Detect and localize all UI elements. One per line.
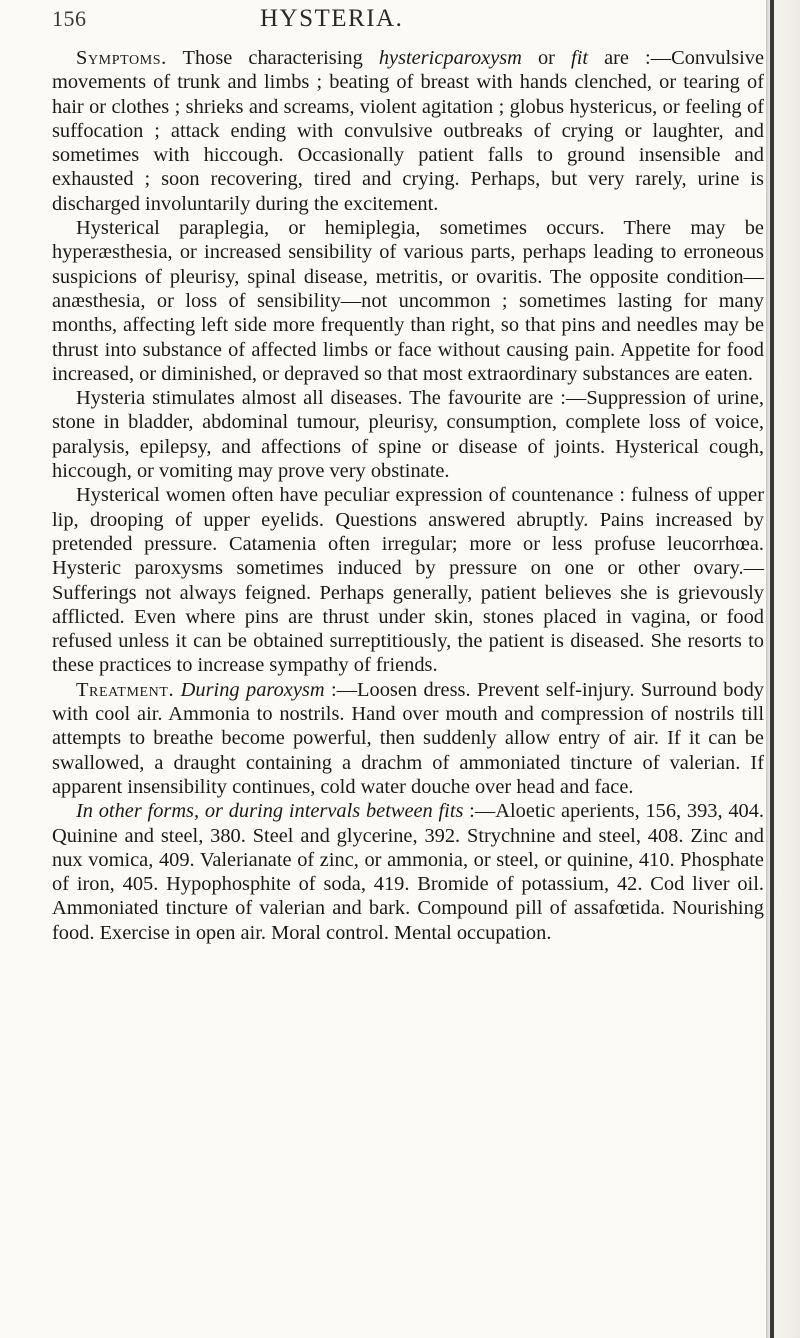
italic-term: In other forms, or during intervals between fits	[76, 800, 464, 823]
page-edge-rule	[770, 0, 774, 1338]
paragraph-paraplegia: Hysterical paraplegia, or hemiplegia, sometimes occurs. There may be hyperæsthesia, or increased sensibility of various parts, perhaps leading to erroneous suspicions of pleurisy, spinal disease, metritis, or ovaritis. The opposite condition—anæsthesia, or loss of sensibility—not uncommon ; sometimes lasting for many months, affecting left side more frequently than right, so that pins and needles may be thrust into substance of affected limbs or face without causing pain. Appetite for food increased, or diminished, or depraved so that most extraordinary substances are eaten.	[52, 217, 764, 385]
body-text	[52, 46, 764, 945]
paragraph-other-forms	[52, 799, 764, 945]
running-head-title: HYSTERIA.	[260, 5, 404, 32]
italic-term: During paroxysm	[180, 678, 325, 701]
italic-term: fit	[571, 47, 589, 69]
italic-term: hystericparoxysm	[378, 47, 522, 69]
paragraph-symptoms	[52, 46, 764, 216]
treatment-heading: Treatment.	[76, 678, 175, 701]
paragraph-treatment	[52, 678, 764, 799]
paragraph-text: or	[521, 47, 572, 69]
paragraph-expression: Hysterical women often have peculiar expression of countenance : fulness of upper lip, drooping of upper eyelids. Questions answered abruptly. Pains increased by pretended pressure. Catamenia often irregular; more or less profuse leucorrhœa. Hysteric paroxysms sometimes induced by pressure on one or other ovary.—Sufferings not always feigned. Perhaps generally, patient believes she is grievously afflicted. Even where pins are thrust under skin, stones placed in vagina, or food refused unless it can be obtained surreptitiously, the patient is diseased. She resorts to these practices to increase sympathy of friends.	[52, 484, 764, 677]
symptoms-heading: Symptoms.	[76, 47, 167, 69]
paragraph-text: are :—Convulsive movements of trunk and limbs ; beating of breast with hands clenched, or tearing of hair or clothes ; shrieks and screams, violent agitation ; globus hystericus, or feeling of suffocation ; attack ending with convulsive outbreaks of crying or laughter, and sometimes with hiccough. Occasionally patient falls to ground insensible and exhausted ; soon recovering, tired and crying. Perhaps, but very rarely, urine is discharged involuntarily during the excitement.	[52, 47, 764, 215]
page-number: 156	[52, 6, 87, 31]
paragraph-text: Those characterising	[166, 47, 379, 69]
paragraph-text: :—Loosen dress. Prevent self-injury. Surround body with cool air. Ammonia to nostrils. Hand over mouth and compression of nostrils till attempts to breathe become powerful, then suddenly allow entry of air. If it can be swallowed, a draught containing a drachm of ammoniated tincture of valerian. If apparent insensibility continues, cold water douche over head and face.	[52, 678, 764, 798]
paragraph-stimulates: Hysteria stimulates almost all diseases. The favourite are :—Suppression of urine, stone in bladder, abdominal tumour, pleurisy, consumption, complete loss of voice, paralysis, epilepsy, and affections of spine or disease of joints. Hysterical cough, hiccough, or vomiting may prove very obstinate.	[52, 387, 764, 483]
paragraph-text: :—Aloetic aperients, 156, 393, 404. Quinine and steel, 380. Steel and glycerine, 392. Strychnine and steel, 408. Zinc and nux vomica, 409. Valerianate of zinc, or ammonia, or steel, or quinine, 410. Phosphate of iron, 405. Hypophosphite of soda, 419. Bromide of potassium, 42. Cod liver oil. Ammoniated tincture of valerian and bark. Compound pill of assafœtida. Nourishing food. Exercise in open air. Moral control. Mental occupation.	[52, 800, 764, 944]
